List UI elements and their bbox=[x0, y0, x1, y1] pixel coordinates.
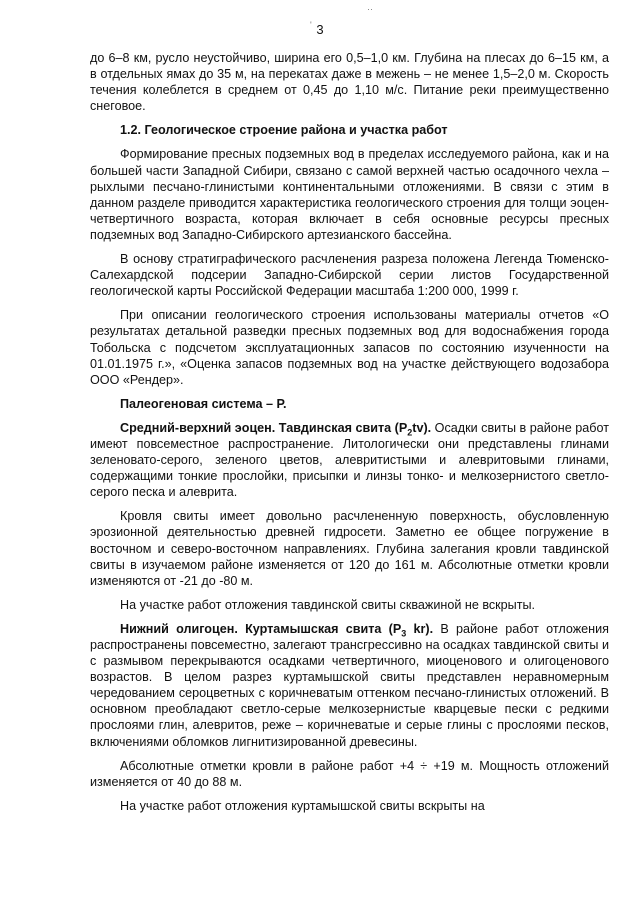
kurtamysh-text: В районе работ отложения распространены повсеместно, залегают трансгрессивно на осадках тавдинской свиты и с размывом перекрываются осадками четвертичного, миоценового и олигоценового возрастов. В целом разрез куртамышской свиты представлен неравномерным чередованием сероцветных с коричневатым оттенком песчано-глинистых отложений. В основном преобладают светло-серые мелкозернистые кварцевые пески с редкими прослоями глин, алевритов, реже – коричневатые и серые глины с прослоями песков, включениями обломков лигнитизированной древесины. bbox=[90, 621, 609, 749]
section-heading: 1.2. Геологическое строение района и участка работ bbox=[120, 123, 448, 138]
paragraph-kurtamysh bbox=[90, 621, 609, 750]
paragraph-legend: В основу стратиграфического расчленения разреза положена Легенда Тюменско-Салехардской подсерии Западно-Сибирской серии листов Государственной геологической карты Российской Федерации масштаба 1:200 000, 1999 г. bbox=[90, 252, 609, 299]
document-body bbox=[90, 50, 609, 822]
scan-speck: ' bbox=[310, 20, 312, 30]
paragraph-materials: При описании геологического строения использованы материалы отчетов «О результатах детальной разведки пресных подземных вод для водоснабжения города Тобольска с подсчетом эксплуатационных запасов по состоянию изученности на 01.01.1975 г.», «Оценка запасов подземных вод на участке действующего водозабора ООО «Рендер». bbox=[90, 308, 609, 387]
paragraph-not-opened: На участке работ отложения тавдинской свиты скважиной не вскрыты. bbox=[120, 597, 536, 612]
paleogene-heading: Палеогеновая система – Р. bbox=[120, 396, 287, 411]
paragraph-tavda bbox=[90, 420, 609, 500]
paragraph-roof: Кровля свиты имеет довольно расчлененную поверхность, обусловленную эрозионной деятельностью древней гидросети. Заметно ее общее погружение в восточном и северо-восточном направлениях. Глубина залегания кровли тавдинской свиты в изучаемом районе изменяется от 120 до 161 м. Абсолютные отметки кровли изменяются от -21 до -80 м. bbox=[90, 509, 609, 588]
paragraph-abs-marks: Абсолютные отметки кровли в районе работ +4 ÷ +19 м. Мощность отложений изменяется от 40 до 88 м. bbox=[90, 758, 609, 789]
tavda-text: Осадки свиты в районе работ имеют повсеместное распространение. Литологически они представлены глинами зеленовато-серого, зеленого цветов, алевритистыми и алевритовыми глинами, содержащими тонкие прослойки, присыпки и линзы тонко- и мелкозернистого светло-серого песка и алеврита. bbox=[90, 420, 609, 500]
paragraph-formation: Формирование пресных подземных вод в пределах исследуемого района, как и на большей части Западной Сибири, связано с самой верхней частью осадочного чехла – рыхлыми песчано-глинистыми континентальными отложениями. В связи с этим в данном разделе приводится характеристика геологического строения для толщи эоцен-четвертичного возраста, которая включает в себя основные ресурсы пресных подземных вод Западно-Сибирского артезианского бассейна. bbox=[90, 147, 609, 242]
page-number: 3 bbox=[316, 22, 324, 37]
paragraph-last: На участке работ отложения куртамышской свиты вскрыты на bbox=[120, 798, 485, 813]
scan-speck: ·· bbox=[367, 4, 373, 14]
kurtamysh-title: Нижний олигоцен. Куртамышская свита ($Р_3$ kr). bbox=[120, 621, 434, 639]
tavda-title: Средний-верхний эоцен. Тавдинская свита $(Р_2tv)$. bbox=[120, 420, 432, 438]
intro-paragraph: до 6–8 км, русло неустойчиво, ширина его 0,5–1,0 км. Глубина на плесах до 6–15 км, а в отдельных ямах до 35 м, на перекатах даже в межень – не менее 1,5–2,0 м. Скорость течения колеблется в среднем от 0,45 до 1,10 м/с. Питание реки преимущественно снеговое. bbox=[90, 51, 609, 114]
